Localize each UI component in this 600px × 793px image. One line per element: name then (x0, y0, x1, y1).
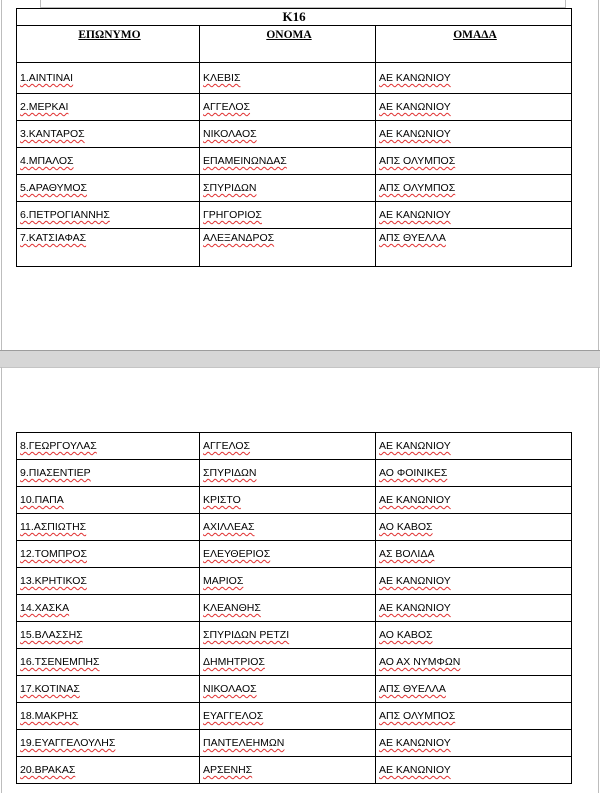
team-cell: ΑΟ ΚΑΒΟΣ (376, 514, 572, 541)
team-cell: ΑΕ ΚΑΝΩΝΙΟΥ (376, 568, 572, 595)
team-cell: ΑΕ ΚΑΝΩΝΙΟΥ (376, 730, 572, 757)
page2-right-edge (598, 367, 599, 793)
table-row (17, 757, 572, 784)
firstname-cell: ΔΗΜΗΤΡΙΟΣ (200, 649, 376, 676)
column-header-surname: ΕΠΩΝΥΜΟ (17, 26, 200, 63)
table-row (17, 63, 572, 94)
page-left-edge (1, 0, 2, 350)
surname-cell: 9.ΠΙΑΣΕΝΤΙΕΡ (17, 460, 200, 487)
table-row (17, 676, 572, 703)
table-row (17, 703, 572, 730)
team-cell: ΑΟ ΑΧ ΝΥΜΦΩΝ (376, 649, 572, 676)
column-header-firstname: ΟΝΟΜΑ (200, 26, 376, 63)
previous-content-box (40, 0, 566, 8)
table-row (17, 649, 572, 676)
table-row (17, 460, 572, 487)
surname-cell: 7.ΚΑΤΣΙΑΦΑΣ (17, 229, 200, 267)
surname-cell: 3.ΚΑΝΤΑΡΟΣ (17, 121, 200, 148)
page-break-gap (0, 350, 600, 368)
table-row (17, 433, 572, 460)
firstname-cell: ΝΙΚΟΛΑΟΣ (200, 676, 376, 703)
table-row (17, 229, 572, 267)
firstname-cell: ΑΓΓΕΛΟΣ (200, 94, 376, 121)
surname-cell: 12.ΤΟΜΠΡΟΣ (17, 541, 200, 568)
table-row (17, 541, 572, 568)
roster-table-page2 (16, 432, 572, 784)
team-cell: ΑΕ ΚΑΝΩΝΙΟΥ (376, 757, 572, 784)
page2-left-edge (1, 367, 2, 793)
team-cell: ΑΟ ΚΑΒΟΣ (376, 622, 572, 649)
table-title: Κ16 (17, 9, 572, 26)
team-cell: ΑΠΣ ΘΥΕΛΛΑ (376, 676, 572, 703)
table-row (17, 730, 572, 757)
team-cell: ΑΠΣ ΟΛΥΜΠΟΣ (376, 148, 572, 175)
firstname-cell: ΣΠΥΡΙΔΩΝ (200, 175, 376, 202)
team-cell: ΑΕ ΚΑΝΩΝΙΟΥ (376, 595, 572, 622)
surname-cell: 6.ΠΕΤΡΟΓΙΑΝΝΗΣ (17, 202, 200, 229)
firstname-cell: ΑΛΕΞΑΝΔΡΟΣ (200, 229, 376, 267)
firstname-cell: ΚΛΕΑΝΘΗΣ (200, 595, 376, 622)
surname-cell: 5.ΑΡΑΘΥΜΟΣ (17, 175, 200, 202)
surname-cell: 1.ΑΙΝΤΙΝΑΙ (17, 63, 200, 94)
firstname-cell: ΕΛΕΥΘΕΡΙΟΣ (200, 541, 376, 568)
surname-cell: 4.ΜΠΑΛΟΣ (17, 148, 200, 175)
surname-cell: 10.ΠΑΠΑ (17, 487, 200, 514)
surname-cell: 2.ΜΕΡΚΑΙ (17, 94, 200, 121)
surname-cell: 13.ΚΡΗΤΙΚΟΣ (17, 568, 200, 595)
table-row (17, 148, 572, 175)
surname-cell: 14.ΧΑΣΚΑ (17, 595, 200, 622)
surname-cell: 15.ΒΛΑΣΣΗΣ (17, 622, 200, 649)
firstname-cell: ΕΥΑΓΓΕΛΟΣ (200, 703, 376, 730)
team-cell: ΑΕ ΚΑΝΩΝΙΟΥ (376, 94, 572, 121)
team-cell: ΑΟ ΦΟΙΝΙΚΕΣ (376, 460, 572, 487)
firstname-cell: ΚΛΕΒΙΣ (200, 63, 376, 94)
team-cell: ΑΕ ΚΑΝΩΝΙΟΥ (376, 487, 572, 514)
firstname-cell: ΑΓΓΕΛΟΣ (200, 433, 376, 460)
team-cell: ΑΕ ΚΑΝΩΝΙΟΥ (376, 433, 572, 460)
table-row (17, 202, 572, 229)
table-row (17, 94, 572, 121)
team-cell: ΑΕ ΚΑΝΩΝΙΟΥ (376, 202, 572, 229)
team-cell: ΑΕ ΚΑΝΩΝΙΟΥ (376, 121, 572, 148)
firstname-cell: ΑΧΙΛΛΕΑΣ (200, 514, 376, 541)
table-row (17, 175, 572, 202)
firstname-cell: ΣΠΥΡΙΔΩΝ ΡΕΤΖΙ (200, 622, 376, 649)
surname-cell: 11.ΑΣΠΙΩΤΗΣ (17, 514, 200, 541)
firstname-cell: ΜΑΡΙΟΣ (200, 568, 376, 595)
roster-table-page1 (16, 8, 572, 267)
surname-cell: 19.ΕΥΑΓΓΕΛΟΥΛΗΣ (17, 730, 200, 757)
table-row (17, 622, 572, 649)
firstname-cell: ΑΡΣΕΝΗΣ (200, 757, 376, 784)
surname-cell: 16.ΤΣΕΝΕΜΠΗΣ (17, 649, 200, 676)
column-header-team: ΟΜΑΔΑ (376, 26, 572, 63)
surname-cell: 20.ΒΡΑΚΑΣ (17, 757, 200, 784)
firstname-cell: ΚΡΙΣΤΟ (200, 487, 376, 514)
page-right-edge (598, 0, 599, 350)
table-row (17, 595, 572, 622)
team-cell: ΑΠΣ ΟΛΥΜΠΟΣ (376, 175, 572, 202)
firstname-cell: ΓΡΗΓΟΡΙΟΣ (200, 202, 376, 229)
table-row (17, 121, 572, 148)
firstname-cell: ΠΑΝΤΕΛΕΗΜΩΝ (200, 730, 376, 757)
surname-cell: 17.ΚΟΤΙΝΑΣ (17, 676, 200, 703)
table-row (17, 487, 572, 514)
firstname-cell: ΕΠΑΜΕΙΝΩΝΔΑΣ (200, 148, 376, 175)
table-row (17, 514, 572, 541)
team-cell: ΑΣ ΒΟΛΙΔΑ (376, 541, 572, 568)
table-row (17, 568, 572, 595)
team-cell: ΑΠΣ ΟΛΥΜΠΟΣ (376, 703, 572, 730)
firstname-cell: ΣΠΥΡΙΔΩΝ (200, 460, 376, 487)
surname-cell: 18.ΜΑΚΡΗΣ (17, 703, 200, 730)
team-cell: ΑΠΣ ΘΥΕΛΛΑ (376, 229, 572, 267)
firstname-cell: ΝΙΚΟΛΑΟΣ (200, 121, 376, 148)
surname-cell: 8.ΓΕΩΡΓΟΥΛΑΣ (17, 433, 200, 460)
team-cell: ΑΕ ΚΑΝΩΝΙΟΥ (376, 63, 572, 94)
